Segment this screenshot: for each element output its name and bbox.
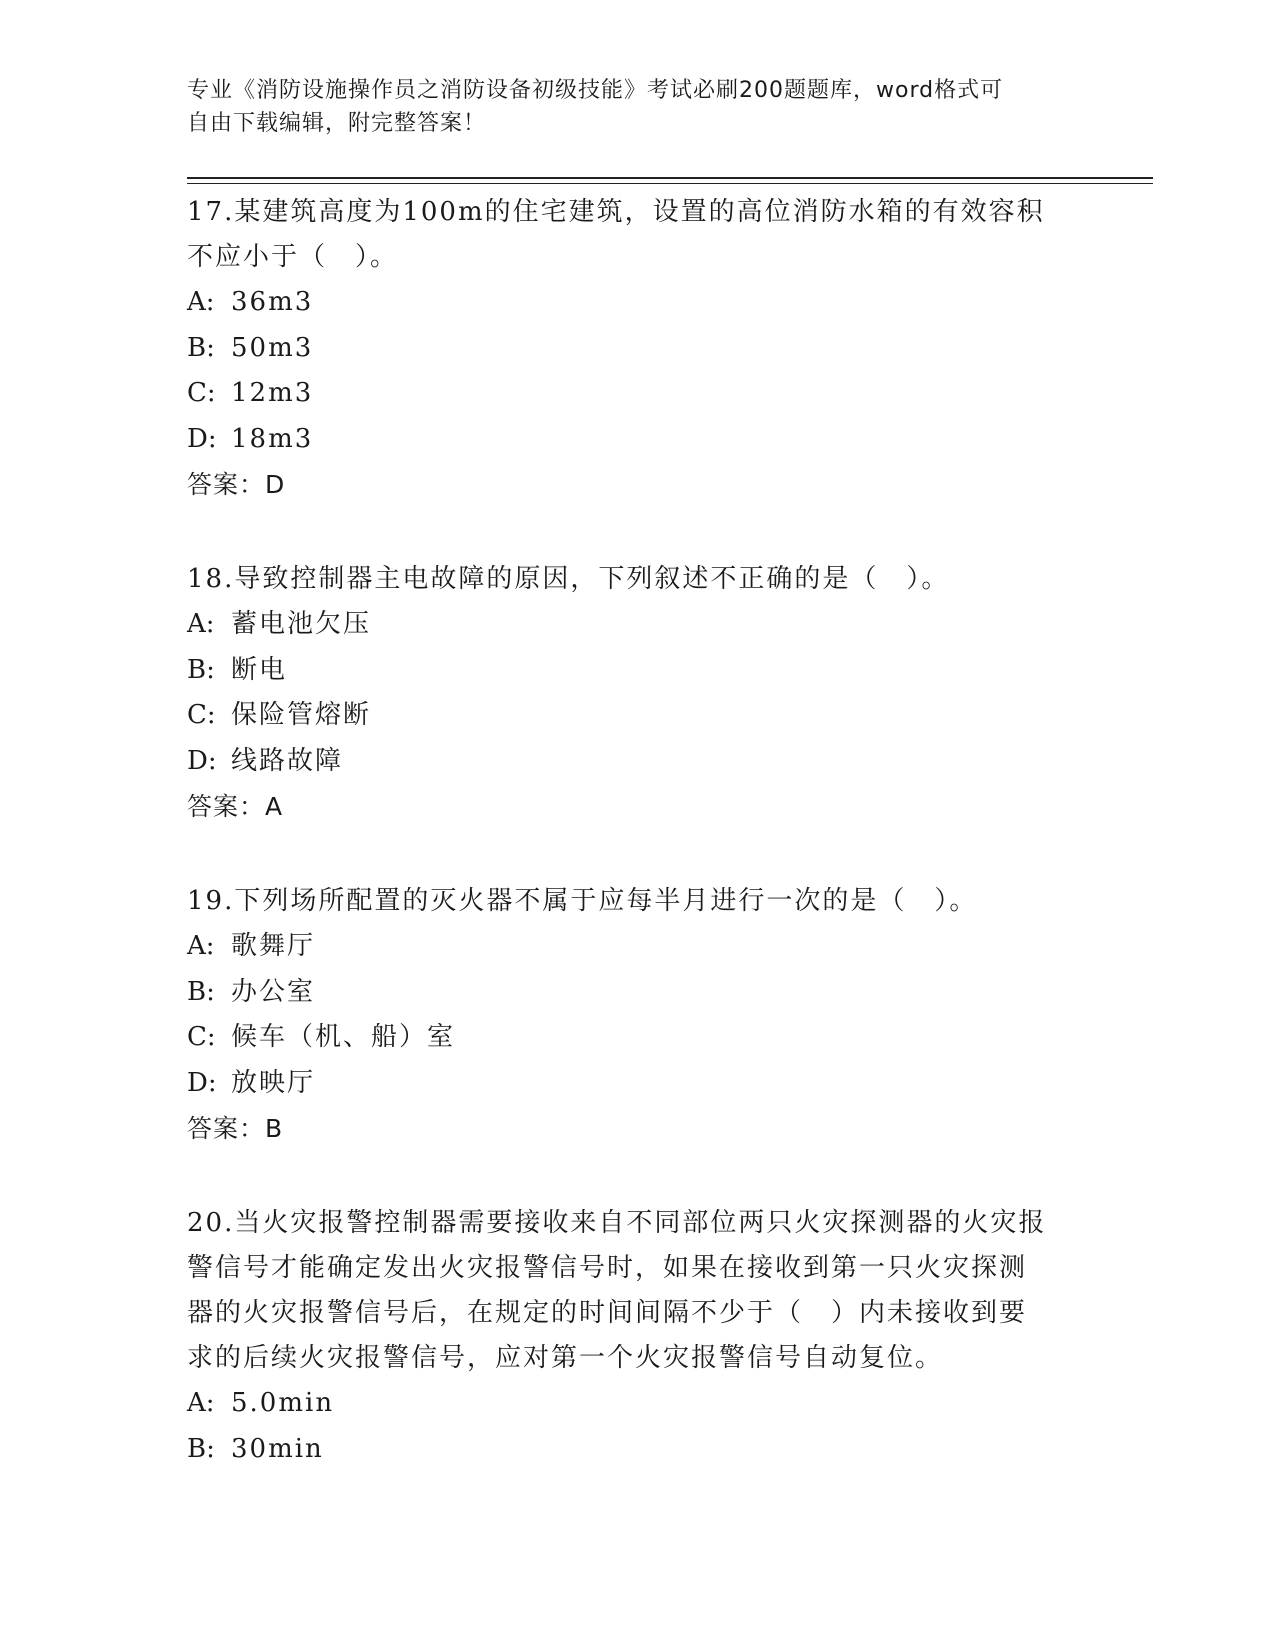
option-d xyxy=(187,417,1087,463)
option-text: 线路故障 xyxy=(231,745,344,776)
option-key: A: xyxy=(187,287,215,317)
option-text: 候车（机、船）室 xyxy=(231,1022,456,1052)
option-text: 办公室 xyxy=(231,976,316,1007)
option-text: 36m3 xyxy=(231,287,314,317)
question-line: 求的后续火灾报警信号，应对第一个火灾报警信号自动复位。 xyxy=(187,1343,944,1373)
question-17 xyxy=(187,190,1087,507)
question-spacer xyxy=(187,1151,1087,1201)
option-key: D: xyxy=(187,423,217,454)
option-text: 歌舞厅 xyxy=(231,931,316,961)
question-text xyxy=(187,190,1087,280)
option-a xyxy=(187,280,1087,326)
option-b xyxy=(187,326,1087,372)
option-b xyxy=(187,970,1087,1016)
question-spacer xyxy=(187,507,1087,557)
question-line: 警信号才能确定发出火灾报警信号时，如果在接收到第一只火灾探测 xyxy=(187,1253,1028,1283)
question-text xyxy=(187,1201,1087,1381)
option-text: 12m3 xyxy=(231,378,314,408)
header-line-2: 自由下载编辑，附完整答案！ xyxy=(187,111,487,136)
option-key: B: xyxy=(187,332,215,363)
option-key: D: xyxy=(187,1067,217,1098)
option-b xyxy=(187,648,1087,694)
question-line: 不应小于（ ）。 xyxy=(187,242,399,272)
question-line: 18.导致控制器主电故障的原因，下列叙述不正确的是（ ）。 xyxy=(187,564,950,594)
question-spacer xyxy=(187,829,1087,879)
option-key: C: xyxy=(187,1022,216,1052)
question-line: 17.某建筑高度为100m的住宅建筑，设置的高位消防水箱的有效容积 xyxy=(187,197,1045,227)
option-key: A: xyxy=(187,609,215,639)
question-19 xyxy=(187,879,1087,1151)
option-key: A: xyxy=(187,1388,215,1418)
option-a xyxy=(187,1381,1087,1427)
option-c xyxy=(187,371,1087,417)
answer-label: 答案：A xyxy=(187,792,284,821)
option-text: 30min xyxy=(231,1433,324,1464)
question-text xyxy=(187,557,1087,602)
header-line-1: 专业《消防设施操作员之消防设备初级技能》考试必刷200题题库，word格式可 xyxy=(187,78,1004,103)
question-line: 器的火灾报警信号后，在规定的时间间隔不少于（ ）内未接收到要 xyxy=(187,1298,1028,1328)
option-text: 保险管熔断 xyxy=(231,700,372,730)
question-list xyxy=(187,190,1087,1472)
answer-label: 答案：B xyxy=(187,1114,284,1143)
question-text xyxy=(187,879,1087,924)
option-c xyxy=(187,693,1087,739)
option-key: C: xyxy=(187,378,216,408)
option-text: 断电 xyxy=(231,654,288,685)
document-header xyxy=(187,74,1067,140)
option-text: 18m3 xyxy=(231,423,314,454)
option-key: C: xyxy=(187,700,216,730)
option-a xyxy=(187,924,1087,970)
option-a xyxy=(187,602,1087,648)
option-text: 50m3 xyxy=(231,332,314,363)
header-divider-thick xyxy=(187,177,1153,179)
question-18 xyxy=(187,557,1087,829)
option-d xyxy=(187,739,1087,785)
option-text: 5.0min xyxy=(231,1388,335,1418)
option-b xyxy=(187,1427,1087,1473)
answer-label: 答案：D xyxy=(187,470,286,499)
header-divider-thin xyxy=(187,183,1153,184)
option-key: A: xyxy=(187,931,215,961)
option-key: D: xyxy=(187,745,217,776)
option-c xyxy=(187,1015,1087,1061)
option-key: B: xyxy=(187,654,215,685)
option-key: B: xyxy=(187,976,215,1007)
option-key: B: xyxy=(187,1433,215,1464)
option-d xyxy=(187,1061,1087,1107)
question-line: 20.当火灾报警控制器需要接收来自不同部位两只火灾探测器的火灾报 xyxy=(187,1208,1047,1238)
question-20 xyxy=(187,1201,1087,1472)
option-text: 放映厅 xyxy=(231,1067,316,1098)
question-line: 19.下列场所配置的灭火器不属于应每半月进行一次的是（ ）。 xyxy=(187,886,978,916)
option-text: 蓄电池欠压 xyxy=(231,609,372,639)
